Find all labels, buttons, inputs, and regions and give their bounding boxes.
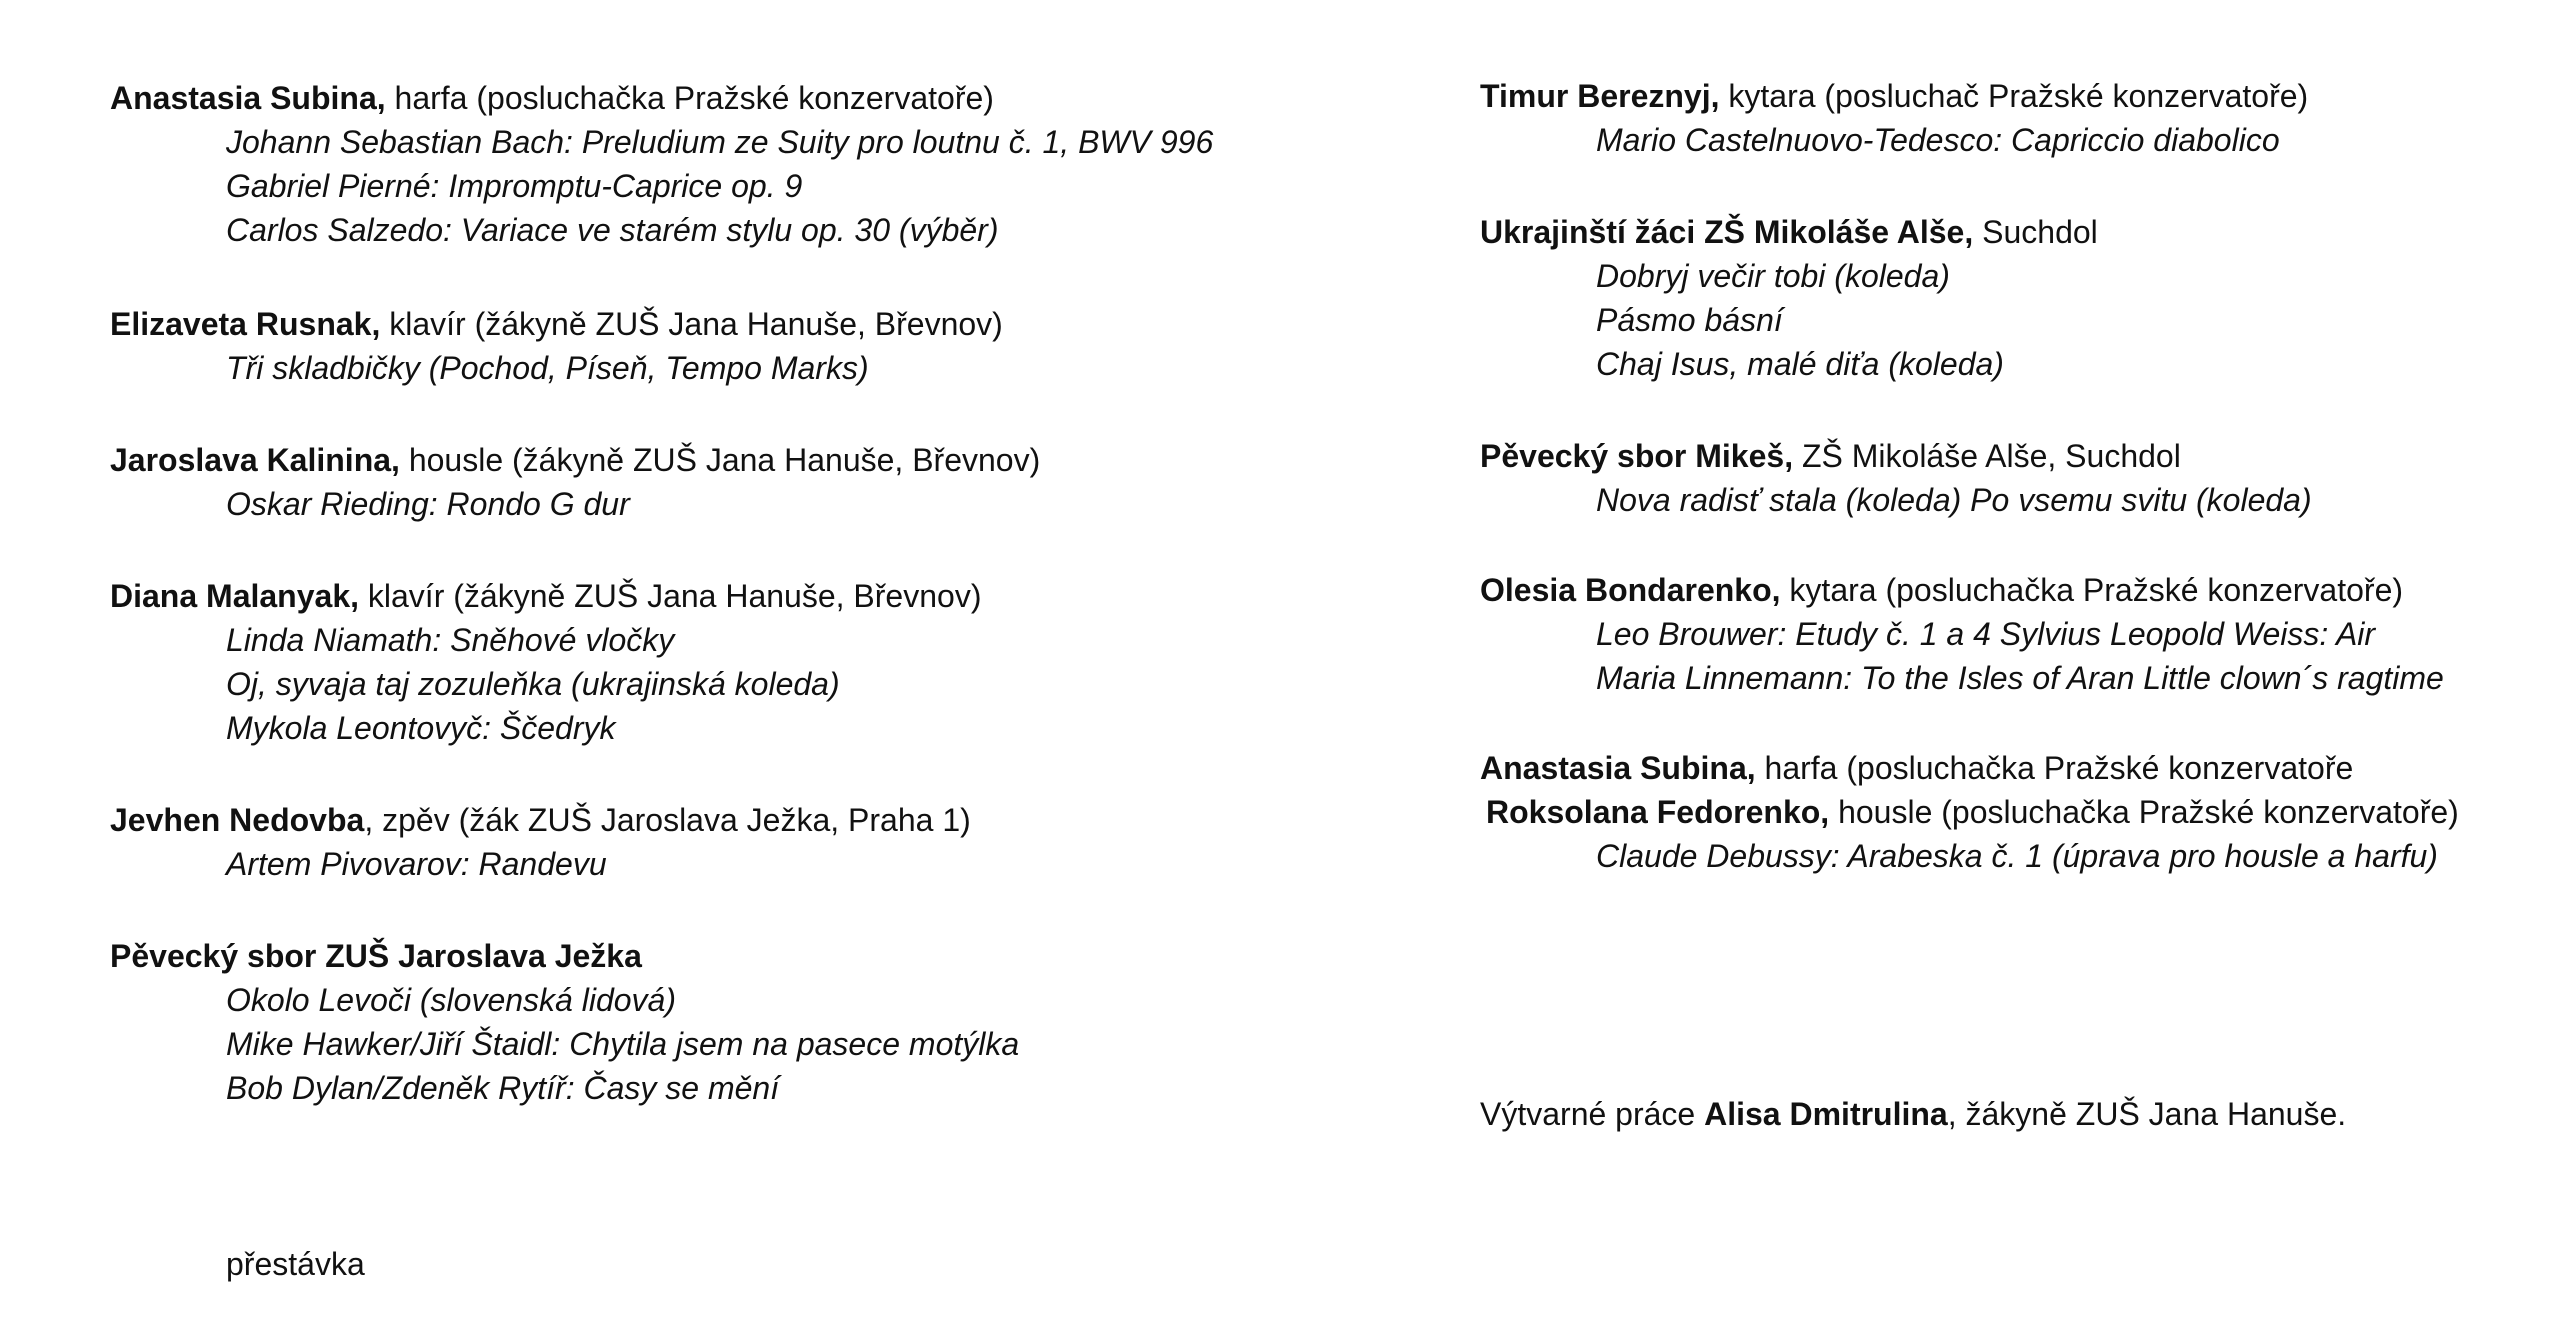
performer-name: Pěvecký sbor Mikeš, bbox=[1480, 438, 1794, 474]
performer-line bbox=[1480, 746, 2540, 790]
performer-line bbox=[1480, 434, 2540, 478]
intermission bbox=[110, 1242, 1330, 1286]
performer-name: Jaroslava Kalinina, bbox=[110, 442, 400, 478]
piece-title: Oskar Rieding: Rondo G dur bbox=[226, 486, 630, 522]
performer-detail: housle (žákyně ZUŠ Jana Hanuše, Břevnov) bbox=[399, 442, 1041, 478]
artwork-artist-name: Alisa Dmitrulina bbox=[1704, 1096, 1948, 1132]
piece-title: Johann Sebastian Bach: Preludium ze Suity pro loutnu č. 1, BWV 996 bbox=[226, 124, 1214, 160]
piece-title: Claude Debussy: Arabeska č. 1 (úprava pro housle a harfu) bbox=[1596, 838, 2438, 874]
performer-detail: Suchdol bbox=[1973, 214, 2098, 250]
performer-name: Elizaveta Rusnak, bbox=[110, 306, 381, 342]
piece-title: Dobryj večir tobi (koleda) bbox=[1596, 258, 1950, 294]
performer-detail: klavír (žákyně ZUŠ Jana Hanuše, Břevnov) bbox=[359, 578, 982, 614]
piece-title: Carlos Salzedo: Variace ve starém stylu op. 30 (výběr) bbox=[226, 212, 999, 248]
piece-title: Bob Dylan/Zdeněk Rytíř: Časy se mění bbox=[226, 1070, 780, 1106]
performer-name: Diana Malanyak, bbox=[110, 578, 359, 614]
performer-name: Timur Bereznyj, bbox=[1480, 78, 1720, 114]
performer-name: Anastasia Subina, bbox=[1480, 750, 1756, 786]
performer-detail: kytara (posluchačka Pražské konzervatoře) bbox=[1780, 572, 2404, 608]
piece-title: Nova radisť stala (koleda) Po vsemu svitu (koleda) bbox=[1596, 482, 2312, 518]
performer-name: Olesia Bondarenko, bbox=[1480, 572, 1781, 608]
program-entry bbox=[110, 76, 1330, 252]
performer-name: Jevhen Nedovba bbox=[110, 802, 365, 838]
performer-detail: harfa (posluchačka Pražské konzervatoře bbox=[1755, 750, 2354, 786]
artwork-note-suffix: , žákyně ZUŠ Jana Hanuše. bbox=[1947, 1096, 2347, 1132]
intermission-text: přestávka bbox=[226, 1246, 365, 1282]
program-entry bbox=[110, 574, 1330, 750]
program-entry bbox=[110, 302, 1330, 390]
performer-line bbox=[1480, 210, 2540, 254]
program-entry bbox=[110, 798, 1330, 886]
artwork-note-line bbox=[1480, 1092, 2540, 1136]
performer-line bbox=[1480, 790, 2540, 834]
performer-line bbox=[110, 302, 1330, 346]
performer-line bbox=[110, 76, 1330, 120]
piece-title: Maria Linnemann: To the Isles of Aran Little clown´s ragtime bbox=[1596, 660, 2444, 696]
piece-title: Mario Castelnuovo-Tedesco: Capriccio diabolico bbox=[1596, 122, 2280, 158]
piece-title: Linda Niamath: Sněhové vločky bbox=[226, 622, 675, 658]
program-entry bbox=[110, 934, 1330, 1110]
artwork-note-prefix: Výtvarné práce bbox=[1480, 1096, 1705, 1132]
program-entry-duo bbox=[1480, 746, 2540, 878]
performer-detail: harfa (posluchačka Pražské konzervatoře) bbox=[385, 80, 994, 116]
piece-title: Oj, syvaja taj zozuleňka (ukrajinská koleda) bbox=[226, 666, 840, 702]
performer-detail: housle (posluchačka Pražské konzervatoře) bbox=[1829, 794, 2459, 830]
performer-detail: klavír (žákyně ZUŠ Jana Hanuše, Břevnov) bbox=[380, 306, 1003, 342]
program-entry bbox=[1480, 434, 2540, 522]
piece-title: Mike Hawker/Jiří Štaidl: Chytila jsem na pasece motýlka bbox=[226, 1026, 1020, 1062]
performer-line bbox=[110, 438, 1330, 482]
performer-detail: , zpěv (žák ZUŠ Jaroslava Ježka, Praha 1) bbox=[364, 802, 971, 838]
piece-title: Leo Brouwer: Etudy č. 1 a 4 Sylvius Leopold Weiss: Air bbox=[1596, 616, 2376, 652]
artwork-note bbox=[1480, 1092, 2540, 1136]
piece-title: Mykola Leontovyč: Ščedryk bbox=[226, 710, 616, 746]
performer-detail: kytara (posluchač Pražské konzervatoře) bbox=[1719, 78, 2309, 114]
piece-title: Artem Pivovarov: Randevu bbox=[226, 846, 607, 882]
piece-title: Tři skladbičky (Pochod, Píseň, Tempo Marks) bbox=[226, 350, 869, 386]
performer-name: Roksolana Fedorenko, bbox=[1486, 794, 1830, 830]
performer-name: Anastasia Subina, bbox=[110, 80, 386, 116]
program-entry bbox=[110, 438, 1330, 526]
performer-line bbox=[110, 934, 1330, 978]
program-entry bbox=[1480, 74, 2540, 162]
performer-line bbox=[110, 798, 1330, 842]
performer-line bbox=[1480, 74, 2540, 118]
program-entry bbox=[1480, 568, 2540, 700]
performer-line bbox=[1480, 568, 2540, 612]
piece-title: Okolo Levoči (slovenská lidová) bbox=[226, 982, 676, 1018]
performer-name: Ukrajinští žáci ZŠ Mikoláše Alše, bbox=[1480, 214, 1974, 250]
performer-line bbox=[110, 574, 1330, 618]
piece-title: Pásmo básní bbox=[1596, 302, 1783, 338]
piece-title: Chaj Isus, malé diťa (koleda) bbox=[1596, 346, 2004, 382]
program-entry bbox=[1480, 210, 2540, 386]
piece-title: Gabriel Pierné: Impromptu-Caprice op. 9 bbox=[226, 168, 803, 204]
performer-name: Pěvecký sbor ZUŠ Jaroslava Ježka bbox=[110, 938, 642, 974]
performer-detail: ZŠ Mikoláše Alše, Suchdol bbox=[1793, 438, 2181, 474]
